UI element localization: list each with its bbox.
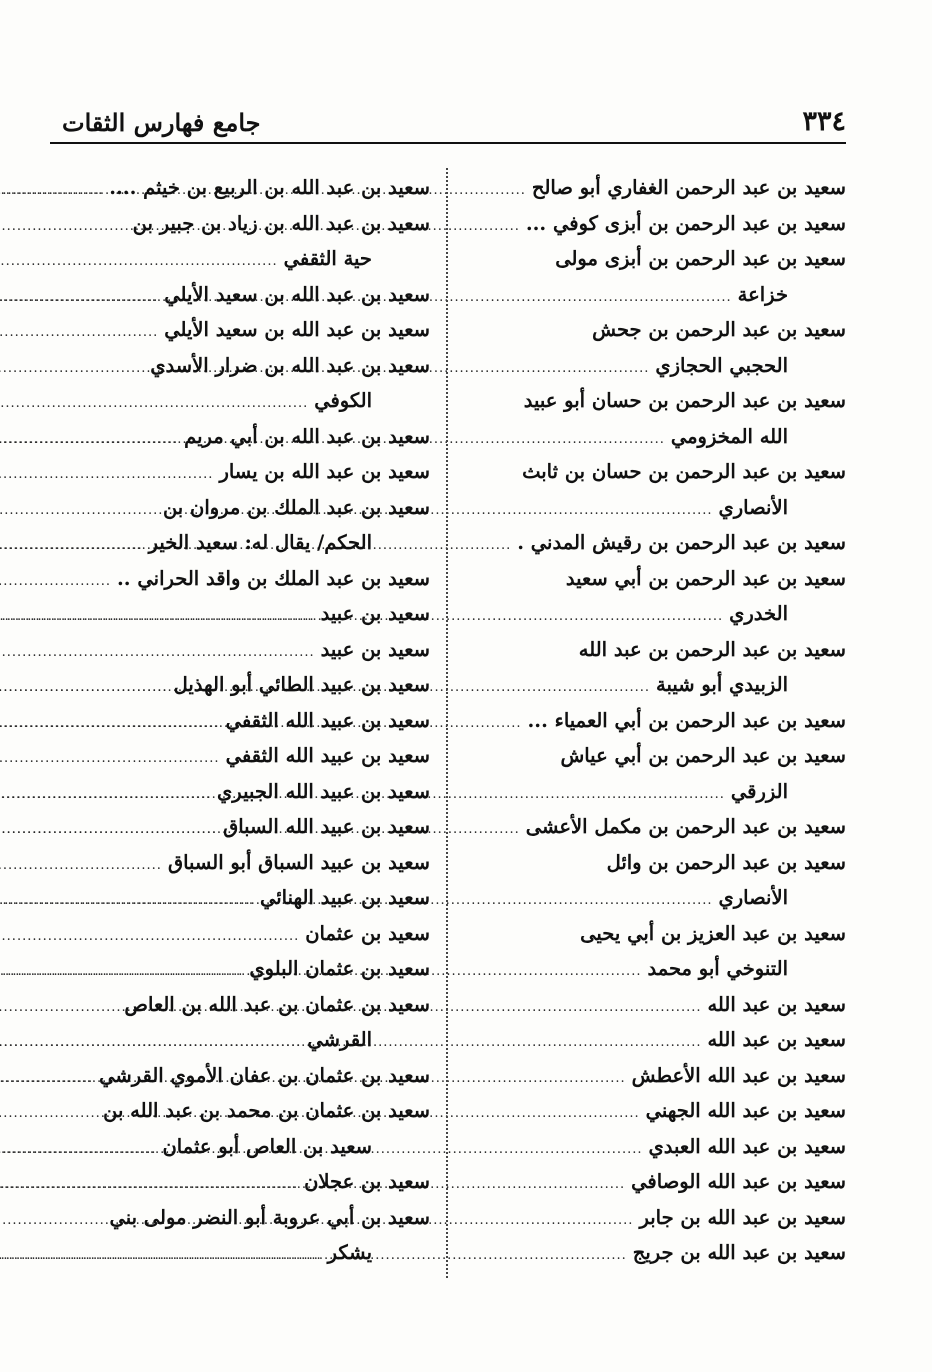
index-entry	[464, 531, 846, 567]
entry-name: سعيد بن عبد الرحمن بن حسان أبو عبيد	[523, 389, 846, 412]
entry-name: سعيد بن عبيد السباق أبو السباق	[167, 850, 430, 874]
entry-line	[48, 602, 430, 638]
dot-leader	[0, 325, 158, 340]
entry-name: سعيد بن عثمان بن عبد الله بن العاص	[124, 992, 430, 1016]
index-entry	[48, 886, 430, 922]
index-entry	[48, 638, 430, 674]
dot-leader	[0, 467, 213, 482]
index-entry	[48, 922, 430, 958]
entry-name: خزاعة	[737, 282, 788, 306]
entry-line	[464, 851, 846, 887]
dot-leader	[0, 680, 168, 695]
entry-line	[48, 354, 430, 390]
entry-name: سعيد بن عبد الرحمن بن أبي العمياء ...	[527, 708, 846, 732]
entry-line	[48, 1206, 430, 1242]
entry-name: سعيد بن عبد الرحمن بن أبي سعيد	[565, 566, 846, 590]
entry-name: سعيد بن عبيد	[320, 602, 430, 625]
index-entry	[48, 1064, 430, 1100]
entry-name: الحجبي الحجازي	[655, 353, 788, 377]
entry-name: سعيد بن عبد الله بن الربيع بن خيثم ....	[109, 176, 430, 199]
entry-name: الله المخزومي	[670, 424, 788, 448]
dot-leader	[0, 787, 211, 802]
dot-leader	[0, 609, 315, 624]
entry-name: سعيد بن عبيد الله السباق	[223, 815, 430, 838]
entry-continuation-line	[48, 1135, 430, 1171]
entry-name: سعيد بن عبد الله بن سعيد الأيلي	[164, 282, 430, 306]
entry-name: سعيد بن عبد الرحمن بن حسان بن ثابث	[522, 460, 846, 483]
entry-name: الزرقي	[730, 779, 788, 803]
entry-name: سعيد بن عبد الرحمن بن رقيش المدني .	[517, 531, 846, 554]
dot-leader	[0, 396, 308, 411]
column-divider	[446, 168, 448, 1278]
index-entry	[48, 354, 430, 425]
entry-line	[48, 744, 430, 780]
entry-name: سعيد بن عبيد الله الثقفي	[225, 744, 430, 767]
index-entry	[464, 318, 846, 389]
index-entry	[464, 1099, 846, 1135]
index-entry	[48, 673, 430, 709]
entry-name: حية الثقفي	[283, 247, 372, 270]
index-entry	[464, 851, 846, 922]
entry-line	[464, 460, 846, 496]
dot-leader	[0, 538, 143, 553]
entry-name: الحكم/ يقال له: سعيد الخير	[148, 531, 372, 554]
dot-leader	[0, 1248, 322, 1263]
entry-name: سعيد بن عثمان بن عفان الأموي القرشي	[99, 1063, 430, 1087]
index-entry	[464, 1206, 846, 1242]
index-entry	[464, 460, 846, 531]
entry-name: سعيد بن عبيد الله الجبيري	[217, 779, 430, 803]
entry-continuation-line	[464, 780, 846, 816]
entry-line	[48, 425, 430, 461]
entry-name: سعيد بن عبد الله الأعطش	[631, 1063, 846, 1087]
index-entry	[48, 851, 430, 887]
entry-line	[464, 247, 846, 283]
entry-line	[48, 922, 430, 958]
index-entry	[48, 1170, 430, 1206]
dot-leader	[0, 858, 162, 873]
entry-line	[464, 638, 846, 674]
index-entry	[48, 212, 430, 283]
dot-leader	[0, 183, 103, 198]
dot-leader	[0, 1177, 298, 1192]
index-entry	[464, 638, 846, 709]
entry-line	[48, 851, 430, 887]
index-entry	[464, 744, 846, 815]
entry-name: سعيد بن عبد الرحمن بن جحش	[592, 318, 846, 341]
entry-name: سعيد بن عبد الله بن زياد بن جبير بن	[132, 211, 430, 235]
index-entry	[48, 425, 430, 461]
dot-leader	[0, 290, 158, 305]
entry-name: يشكر	[327, 1241, 372, 1264]
entry-line	[464, 1206, 846, 1242]
entry-line	[464, 212, 846, 248]
entry-continuation-line	[48, 1028, 430, 1064]
index-entry	[464, 212, 846, 248]
index-entry	[48, 318, 430, 354]
index-entry	[48, 993, 430, 1064]
index-entry	[464, 993, 846, 1029]
entry-line	[48, 780, 430, 816]
entry-name: سعيد بن عبد الله الوصافي	[631, 1170, 846, 1193]
entry-name: سعيد بن عبد الله بن جابر	[639, 1205, 846, 1229]
dot-leader	[0, 645, 315, 660]
entry-name: سعيد بن عبيد الهنائي	[260, 886, 430, 909]
entry-line	[48, 567, 430, 603]
entry-line	[48, 212, 430, 248]
entry-line	[464, 993, 846, 1029]
entry-line	[464, 709, 846, 745]
entry-name: الزبيدي أبو شيبة	[656, 673, 788, 696]
index-entry	[48, 567, 430, 603]
index-entry	[464, 1064, 846, 1100]
running-title: جامع فهارس الثقات	[62, 108, 261, 137]
page-number: ٣٣٤	[802, 106, 846, 137]
index-entry	[48, 460, 430, 496]
index-entry	[464, 709, 846, 745]
entry-continuation-line	[48, 247, 430, 283]
entry-name: الكوفي	[314, 389, 372, 412]
entry-line	[48, 1170, 430, 1206]
entry-continuation-line	[48, 389, 430, 425]
index-entry	[48, 1099, 430, 1170]
entry-name: سعيد بن عبد الله	[707, 1028, 846, 1051]
entry-continuation-line	[48, 531, 430, 567]
dot-leader	[0, 964, 243, 979]
entry-line	[464, 1170, 846, 1206]
entry-name: سعيد بن عبد الله بن أبي مريم	[184, 424, 430, 448]
entry-name: سعيد بن عبد الرحمن الغفاري أبو صالح	[531, 176, 846, 199]
index-column-right	[464, 176, 846, 1277]
index-entry	[464, 176, 846, 212]
entry-line	[464, 531, 846, 567]
entry-line	[48, 886, 430, 922]
entry-line	[464, 744, 846, 780]
index-entry	[464, 1241, 846, 1277]
entry-name: سعيد بن عبد الله بن يسار	[219, 460, 430, 483]
index-entry	[464, 247, 846, 318]
index-entry	[48, 602, 430, 638]
entry-line	[48, 957, 430, 993]
entry-name: سعيد بن عبد الله بن ضرار الأسدي	[150, 353, 430, 377]
index-entry	[464, 567, 846, 638]
index-entry	[464, 1028, 846, 1064]
dot-leader	[0, 254, 278, 269]
entry-line	[48, 283, 430, 319]
dot-leader	[0, 432, 178, 447]
dot-leader	[0, 1142, 156, 1157]
entry-line	[464, 922, 846, 958]
entry-line	[464, 318, 846, 354]
entry-name: سعيد بن العاص أبو عثمان	[162, 1134, 372, 1158]
entry-name: سعيد بن عبد الله الجهني	[645, 1099, 846, 1122]
entry-name: سعيد بن عبد الملك بن واقد الحراني ..	[117, 566, 430, 590]
entry-name: سعيد بن عثمان	[305, 921, 430, 945]
entry-line	[464, 567, 846, 603]
entry-continuation-line	[464, 886, 846, 922]
entry-continuation-line	[464, 496, 846, 532]
entry-continuation-line	[464, 354, 846, 390]
entry-line	[48, 1064, 430, 1100]
entry-line	[48, 1099, 430, 1135]
entry-name: سعيد بن عبد الرحمن بن أبزى مولى	[555, 247, 846, 270]
entry-name: سعيد بن أبي عروبة أبو النضر مولى بني	[109, 1205, 430, 1229]
index-entry	[464, 815, 846, 851]
entry-name: الأنصاري	[718, 886, 788, 909]
index-entry	[464, 389, 846, 460]
entry-line	[464, 1099, 846, 1135]
entry-line	[48, 709, 430, 745]
entry-continuation-line	[464, 425, 846, 461]
entry-line	[464, 389, 846, 425]
dot-leader	[0, 574, 111, 589]
index-column-left	[48, 176, 430, 1277]
entry-line	[48, 673, 430, 709]
entry-continuation-line	[464, 283, 846, 319]
entry-name: سعيد بن عثمان بن محمد بن عبد الله بن	[103, 1099, 430, 1122]
entry-line	[48, 815, 430, 851]
entry-name: الخدري	[729, 602, 788, 625]
entry-name: سعيد بن عبد الرحمن بن مكمل الأعشى	[525, 815, 846, 838]
entry-name: سعيد بن عبد الله بن سعيد الأيلي	[164, 318, 430, 341]
entry-name: سعيد بن عبد الله	[707, 992, 846, 1016]
entry-line	[464, 815, 846, 851]
entry-line	[464, 1064, 846, 1100]
entry-name: سعيد بن عبد الله العبدي	[648, 1134, 846, 1158]
entry-line	[464, 176, 846, 212]
dot-leader	[0, 1071, 93, 1086]
entry-line	[48, 318, 430, 354]
index-entry	[464, 1170, 846, 1206]
index-entry	[48, 709, 430, 745]
entry-name: سعيد بن عبيد الطائي أبو الهذيل	[173, 673, 430, 696]
dot-leader	[0, 716, 220, 731]
index-entry	[464, 922, 846, 993]
entry-name: التنوخي أبو محمد	[647, 957, 788, 980]
index-entry	[48, 815, 430, 851]
entry-name: سعيد بن عبد الله بن جريج	[632, 1241, 846, 1264]
entry-name: سعيد بن عبد العزيز بن أبي يحيى	[580, 921, 846, 945]
entry-name: سعيد بن عبد الرحمن بن أبي عياش	[560, 744, 846, 767]
entry-name: سعيد بن عبد الملك بن مروان بن	[162, 495, 430, 519]
dot-leader	[0, 1035, 301, 1050]
entry-line	[464, 1135, 846, 1171]
index-entry	[48, 957, 430, 993]
entry-line	[48, 638, 430, 674]
index-entry	[464, 1135, 846, 1171]
entry-line	[48, 993, 430, 1029]
index-entry	[48, 283, 430, 319]
entry-name: سعيد بن عبيد	[320, 637, 430, 661]
entry-line	[48, 460, 430, 496]
dot-leader	[0, 893, 254, 908]
dot-leader	[0, 929, 299, 944]
dot-leader	[0, 751, 220, 766]
entry-line	[464, 1028, 846, 1064]
index-entry	[48, 780, 430, 816]
page-header	[50, 100, 846, 144]
index-entry	[48, 1206, 430, 1277]
entry-name: سعيد بن عجلان	[304, 1170, 430, 1193]
index-entry	[48, 744, 430, 780]
index-entry	[48, 176, 430, 212]
entry-continuation-line	[48, 1241, 430, 1277]
entry-line	[464, 1241, 846, 1277]
entry-continuation-line	[464, 673, 846, 709]
entry-line	[48, 496, 430, 532]
entry-name: سعيد بن عبد الرحمن بن أبزى كوفي ...	[525, 211, 846, 235]
entry-name: الأنصاري	[718, 495, 788, 519]
entry-line	[48, 176, 430, 212]
index-entry	[48, 496, 430, 567]
dot-leader	[0, 822, 217, 837]
entry-name: سعيد بن عبد الرحمن بن عبد الله	[578, 637, 846, 661]
entry-continuation-line	[464, 957, 846, 993]
entry-continuation-line	[464, 602, 846, 638]
entry-name: سعيد بن عبيد الله الثقفي	[225, 708, 430, 732]
entry-name: القرشي	[307, 1028, 372, 1051]
entry-name: سعيد بن عثمان البلوي	[249, 957, 430, 980]
entry-name: سعيد بن عبد الرحمن بن وائل	[606, 850, 846, 874]
